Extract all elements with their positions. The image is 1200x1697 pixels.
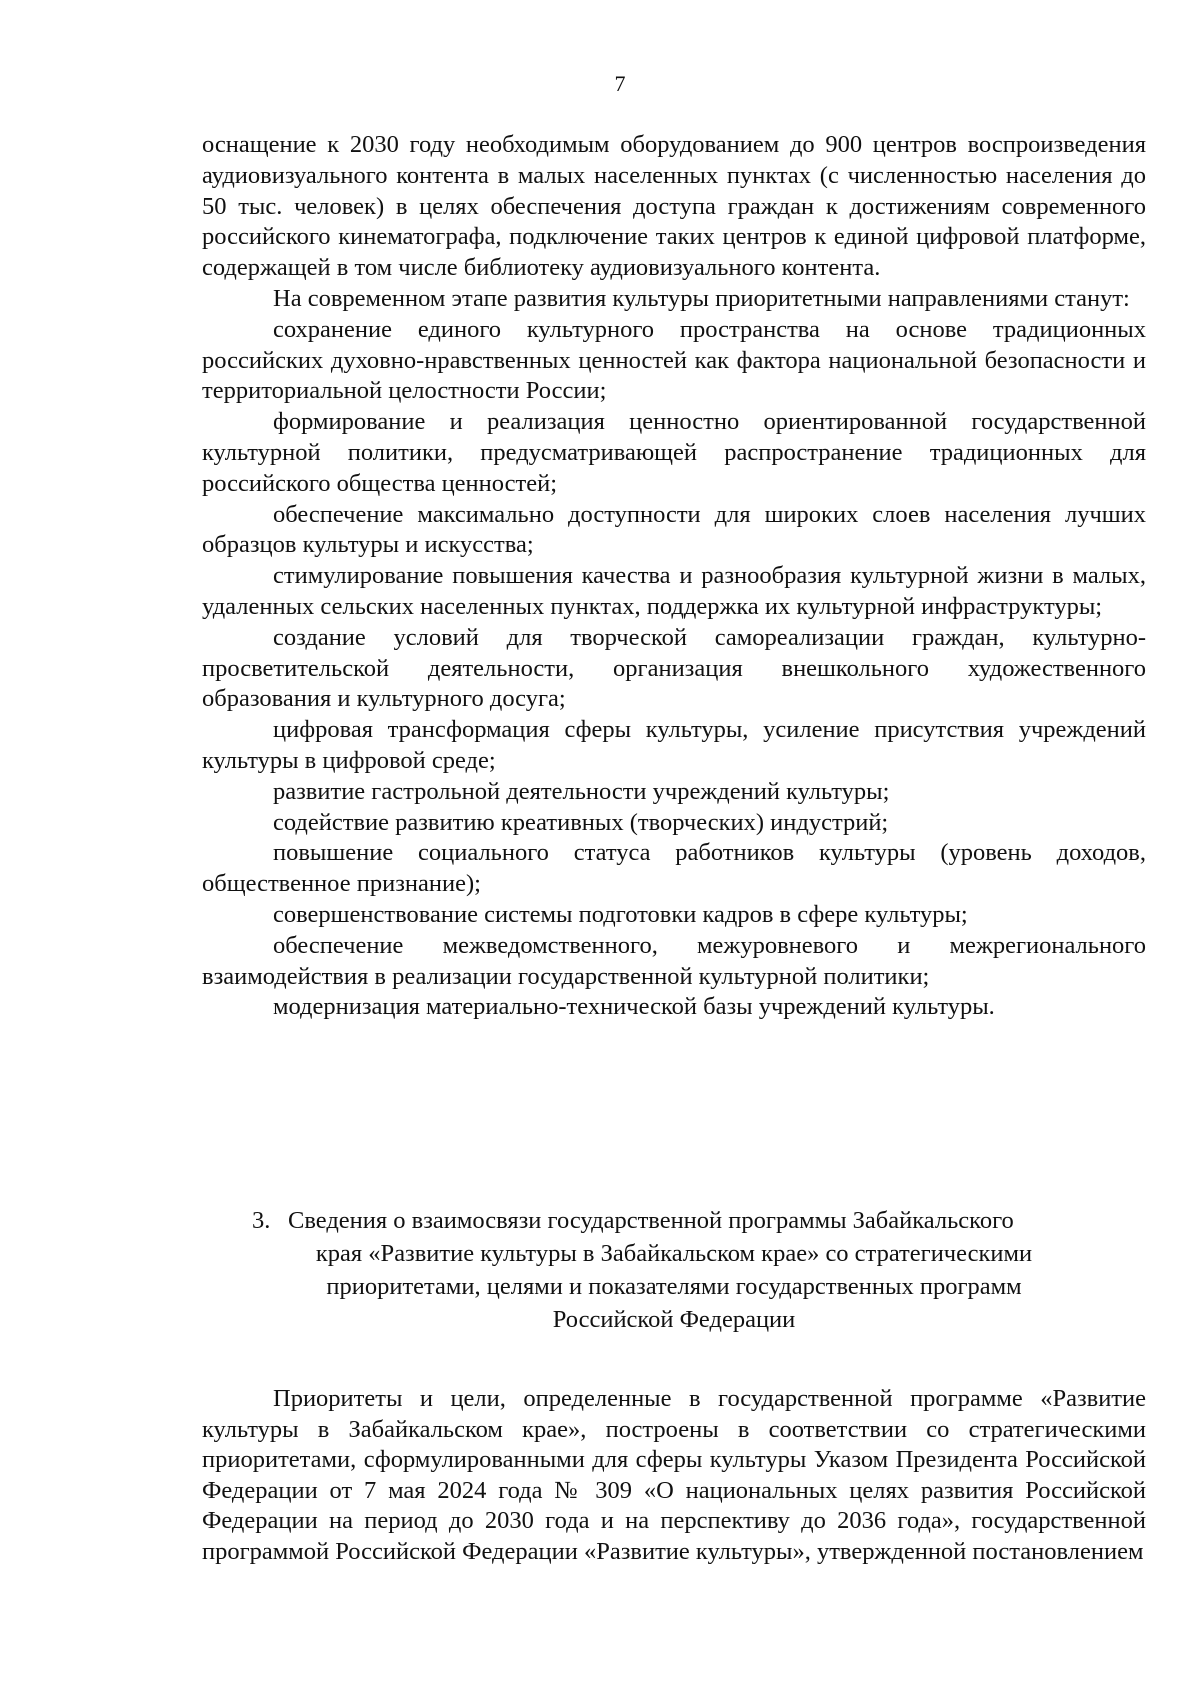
document-body: [202, 130, 1146, 1023]
paragraph-priority-directions-intro: На современном этапе развития культуры приоритетными направлениями станут:: [273, 284, 1130, 312]
section-heading: [202, 1204, 1146, 1336]
section-heading-line-2: края «Развитие культуры в Забайкальском крае» со стратегическими: [315, 1240, 1033, 1267]
list-item-creative-industries: содействие развитию креативных (творческих) индустрий;: [273, 808, 889, 836]
list-item-interagency-cooperation: обеспечение межведомственного, межуровневого и межрегионального взаимодействия в реализации государственной культурной политики;: [202, 931, 1146, 990]
list-item-modernization: модернизация материально-технической базы учреждений культуры.: [273, 993, 995, 1021]
paragraph-priorities-and-goals: Приоритеты и цели, определенные в государственной программе «Развитие культуры в Забайкальском крае», построены в соответствии со стратегическими приоритетами, сформулированными для сферы культуры Указом Президента Российской Федерации от 7 мая 2024 года № 309 «О национальных целях развития Российской Федерации на период до 2030 года и на перспективу до 2036 года», государственной программой Российской Федерации «Развитие культуры», утвержденной постановлением: [202, 1385, 1146, 1565]
list-item-cultural-space: сохранение единого культурного пространства на основе традиционных российских духовно-нравственных ценностей как фактора национальной безопасности и территориальной целостности России;: [202, 315, 1146, 405]
page-number: 7: [614, 71, 626, 96]
list-item-self-realization: создание условий для творческой самореализации граждан, культурно-просветительской деятельности, организация внешкольного художественного образования и культурного досуга;: [202, 623, 1146, 713]
section-heading-line-4: Российской Федерации: [552, 1306, 796, 1333]
section-heading-line-3: приоритетами, целями и показателями государственных программ: [326, 1273, 1022, 1300]
list-item-rural-culture: стимулирование повышения качества и разнообразия культурной жизни в малых, удаленных сельских населенных пунктах, поддержка их культурной инфраструктуры;: [202, 562, 1146, 620]
section-heading-line-1: 3. Сведения о взаимосвязи государственной программы Забайкальского: [202, 1204, 1146, 1237]
paragraph-equipment-centers: оснащение к 2030 году необходимым оборудованием до 900 центров воспроизведения аудиовизуального контента в малых населенных пунктах (с численностью населения до 50 тыс. человек) в целях обеспечения доступа граждан к достижениям современного российского кинематографа, подключение таких центров к единой цифровой платформе, содержащей в том числе библиотеку аудиовизуального контента.: [202, 131, 1146, 282]
list-item-cultural-policy: формирование и реализация ценностно ориентированной государственной культурной политики, предусматривающей распространение традиционных для российского общества ценностей;: [202, 408, 1146, 497]
section-body: [202, 1384, 1146, 1568]
list-item-social-status: повышение социального статуса работников культуры (уровень доходов, общественное признание);: [202, 839, 1146, 898]
section-number: 3.: [252, 1207, 271, 1234]
list-item-accessibility: обеспечение максимально доступности для широких слоев населения лучших образцов культуры и искусства;: [202, 500, 1146, 559]
list-item-personnel-training: совершенствование системы подготовки кадров в сфере культуры;: [273, 900, 968, 928]
list-item-touring: развитие гастрольной деятельности учреждений культуры;: [273, 777, 890, 805]
list-item-digital-transformation: цифровая трансформация сферы культуры, усиление присутствия учреждений культуры в цифровой среде;: [202, 716, 1146, 774]
